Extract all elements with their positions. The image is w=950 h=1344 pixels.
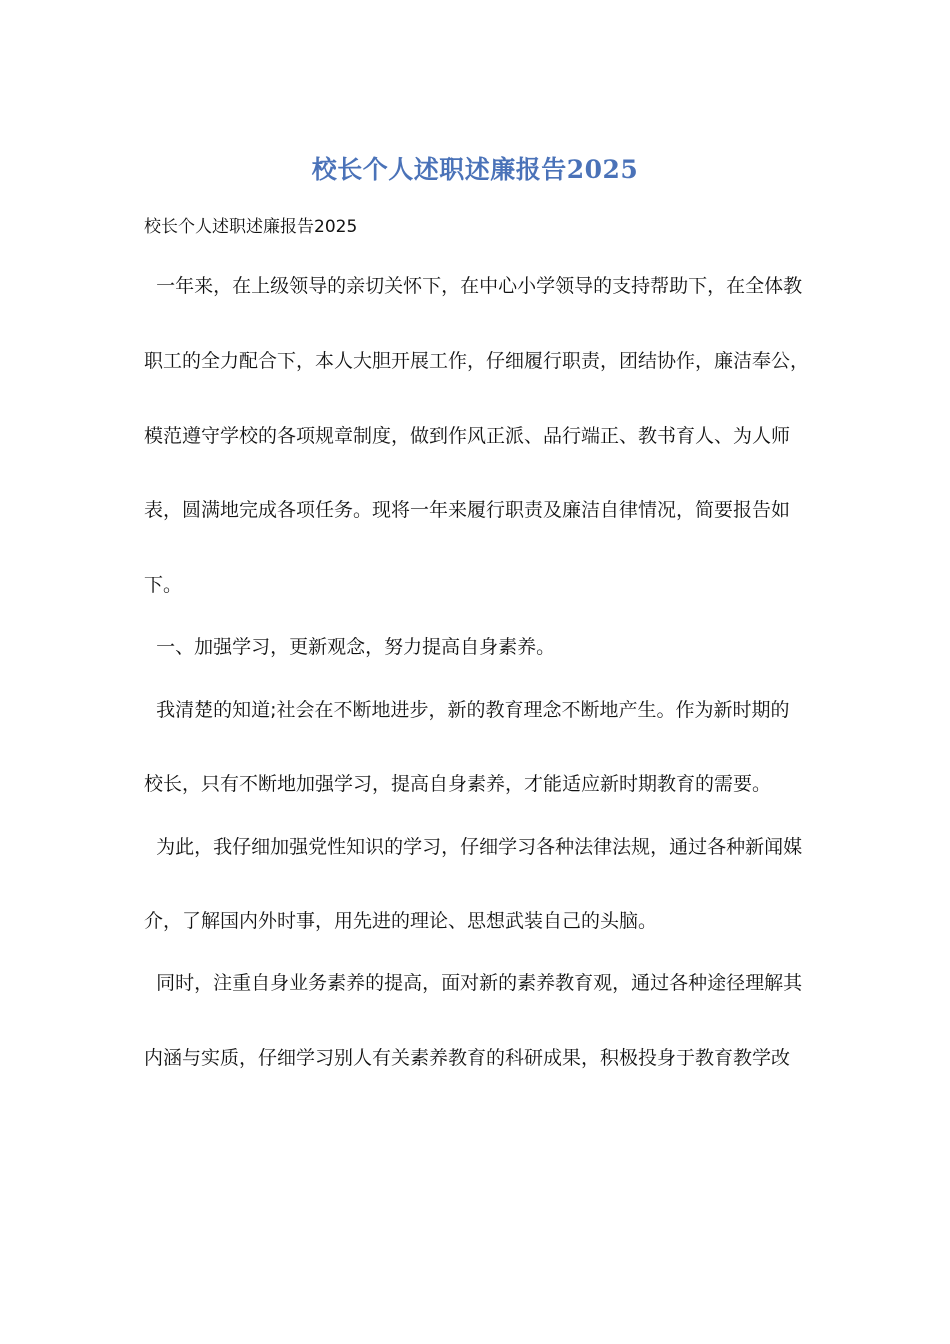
body-line: 校长，只有不断地加强学习，提高自身素养，才能适应新时期教育的需要。 (144, 773, 772, 795)
body-line: 一年来，在上级领导的亲切关怀下，在中心小学领导的支持帮助下，在全体教 (144, 275, 803, 297)
section-heading: 一、加强学习，更新观念，努力提高自身素养。 (144, 636, 556, 658)
body-line: 同时，注重自身业务素养的提高，面对新的素养教育观，通过各种途径理解其 (144, 972, 803, 994)
document-subtitle: 校长个人述职述廉报告2025 (144, 217, 358, 237)
body-line: 我清楚的知道;社会在不断地进步，新的教育理念不断地产生。作为新时期的 (144, 699, 790, 721)
body-line: 下。 (144, 574, 183, 596)
document-title: 校长个人述职述廉报告2025 (311, 155, 639, 184)
body-line: 介，了解国内外时事，用先进的理论、思想武装自己的头脑。 (144, 910, 658, 932)
body-line: 内涵与实质，仔细学习别人有关素养教育的科研成果，积极投身于教育教学改 (144, 1047, 791, 1069)
body-line: 职工的全力配合下，本人大胆开展工作，仔细履行职责，团结协作，廉洁奉公， (144, 350, 810, 372)
body-line: 表，圆满地完成各项任务。现将一年来履行职责及廉洁自律情况，简要报告如 (144, 499, 791, 521)
body-line: 模范遵守学校的各项规章制度，做到作风正派、品行端正、教书育人、为人师 (144, 425, 791, 447)
body-line: 为此，我仔细加强党性知识的学习，仔细学习各种法律法规，通过各种新闻媒 (144, 836, 803, 858)
